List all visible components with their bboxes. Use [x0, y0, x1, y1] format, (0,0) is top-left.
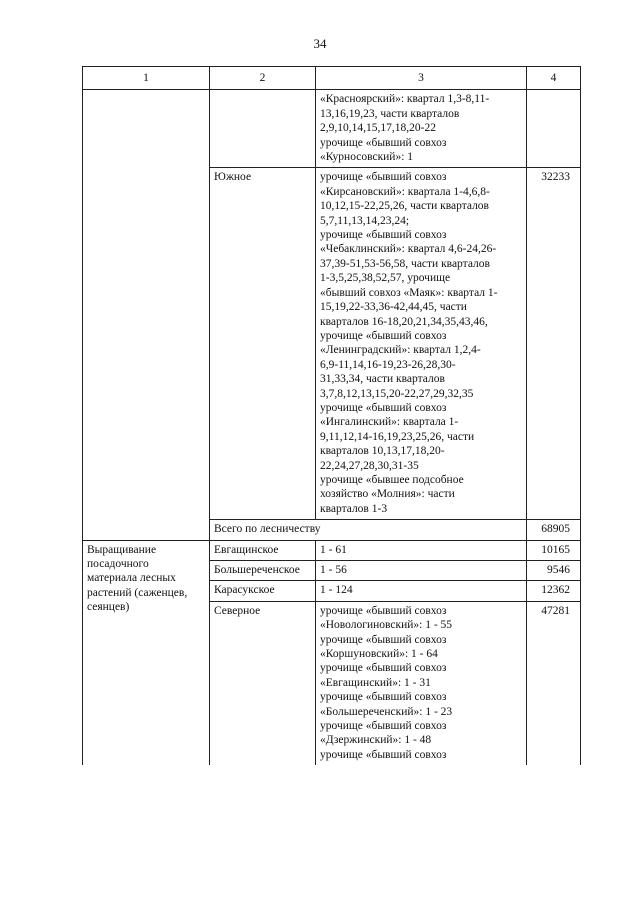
- quarters-cell-karasukskoe: 1 - 124: [316, 581, 527, 601]
- quarters-line: «Евгащинский»: 1 - 31: [320, 676, 431, 689]
- quarters-line: «бывший совхоз «Маяк»: квартал 1-: [320, 286, 498, 299]
- total-area-cell: 68905: [527, 520, 581, 540]
- quarters-line: хозяйство «Молния»: части: [320, 488, 455, 501]
- area-cell-yuzhnoe: 32233: [527, 168, 581, 520]
- purpose-line: растений (саженцев,: [87, 586, 188, 599]
- area-cell-evgashchinskoe: 10165: [527, 540, 581, 560]
- quarters-line: кварталов 16-18,20,21,34,35,43,46,: [320, 315, 488, 328]
- purpose-line: посадочного: [87, 558, 149, 570]
- quarters-line: «Дзержинский»: 1 - 48: [320, 734, 432, 747]
- quarters-line: 3,7,8,12,13,15,20-22,27,29,32,35: [320, 387, 474, 400]
- quarters-line: урочище «бывший совхоз: [320, 633, 447, 646]
- area-cell-bolsherechenskoe: 9546: [527, 561, 581, 581]
- quarters-line: 1-3,5,25,38,52,57, урочище: [320, 272, 451, 285]
- quarters-line: урочище «бывший совхоз: [320, 604, 447, 617]
- area-cell-severnoe: 47281: [527, 601, 581, 765]
- quarters-line: «Ленинградский»: квартал 1,2,4-: [320, 344, 481, 357]
- quarters-line: 37,39-51,53-56,58, части кварталов: [320, 257, 490, 270]
- purpose-cell-continued: [83, 90, 210, 540]
- district-cell-continued: [210, 90, 316, 168]
- quarters-cell-evgashchinskoe: 1 - 61: [316, 540, 527, 560]
- quarters-line: 6,9-11,14,16-19,23-26,28,30-: [320, 358, 456, 371]
- district-cell-yuzhnoe: Южное: [210, 168, 316, 520]
- quarters-line: урочище «бывший совхоз: [320, 401, 447, 414]
- quarters-line: 2,9,10,14,15,17,18,20-22: [320, 122, 436, 135]
- quarters-line: «Новологиновский»: 1 - 55: [320, 619, 453, 632]
- evgashchinskoe-row: [83, 540, 581, 560]
- quarters-line: урочище «бывший совхоз: [320, 720, 447, 733]
- column-header-2: 2: [210, 67, 316, 90]
- column-header-1: 1: [83, 67, 210, 90]
- purpose-line: сеянцев): [87, 601, 130, 614]
- quarters-line: урочище «бывшее подсобное: [320, 473, 464, 486]
- quarters-line: «Большереченский»: 1 - 23: [320, 705, 453, 718]
- page-number: 34: [313, 36, 327, 51]
- quarters-line: 22,24,27,28,30,31-35: [320, 459, 419, 472]
- column-header-4: 4: [527, 67, 581, 90]
- quarters-cell-bolsherechenskoe: 1 - 56: [316, 561, 527, 581]
- quarters-line: 10,12,15-22,25,26, части кварталов: [320, 200, 489, 213]
- quarters-line: «Чебаклинский»: квартал 4,6-24,26-: [320, 243, 497, 256]
- district-cell-severnoe: Северное: [210, 601, 316, 765]
- continued-row: [83, 90, 581, 168]
- district-cell-evgashchinskoe: Евгащинское: [210, 540, 316, 560]
- quarters-line: «Кирсановский»: квартала 1-4,6,8-: [320, 185, 490, 198]
- quarters-line: «Ингалинский»: квартала 1-: [320, 416, 459, 429]
- quarters-line: урочище «бывший совхоз: [320, 229, 447, 242]
- purpose-line: Выращивание: [87, 543, 157, 556]
- quarters-line: «Курносовский»: 1: [320, 151, 414, 164]
- quarters-line: «Красноярский»: квартал 1,3-8,11-: [320, 93, 490, 106]
- forest-area-table: [82, 66, 581, 765]
- quarters-cell-severnoe: [316, 601, 527, 765]
- quarters-cell-yuzhnoe: [316, 168, 527, 520]
- quarters-cell-continued: [316, 90, 527, 168]
- district-cell-bolsherechenskoe: Большереченское: [210, 561, 316, 581]
- quarters-line: 15,19,22-33,36-42,44,45, части: [320, 301, 467, 314]
- column-number-header-row: [83, 67, 581, 90]
- quarters-line: 9,11,12,14-16,19,23,25,26, части: [320, 430, 475, 443]
- quarters-line: урочище «бывший совхоз: [320, 171, 447, 184]
- purpose-line: материала лесных: [87, 572, 176, 585]
- quarters-line: «Коршуновский»: 1 - 64: [320, 648, 438, 661]
- quarters-line: кварталов 10,13,17,18,20-: [320, 445, 445, 458]
- area-cell-continued: [527, 90, 581, 168]
- quarters-line: 13,16,19,23, части кварталов: [320, 107, 460, 120]
- quarters-line: урочище «бывший совхоз: [320, 329, 447, 342]
- quarters-line: урочище «бывший совхоз: [320, 136, 447, 149]
- total-label-cell: Всего по лесничеству: [210, 520, 527, 540]
- quarters-line: урочище «бывший совхоз: [320, 748, 447, 761]
- purpose-cell: [83, 540, 210, 765]
- quarters-line: урочище «бывший совхоз: [320, 691, 447, 704]
- quarters-line: урочище «бывший совхоз: [320, 662, 447, 675]
- quarters-line: 5,7,11,13,14,23,24;: [320, 214, 410, 227]
- quarters-line: 31,33,34, части кварталов: [320, 373, 445, 386]
- quarters-line: кварталов 1-3: [320, 502, 388, 515]
- column-header-3: 3: [316, 67, 527, 90]
- area-cell-karasukskoe: 12362: [527, 581, 581, 601]
- district-cell-karasukskoe: Карасукское: [210, 581, 316, 601]
